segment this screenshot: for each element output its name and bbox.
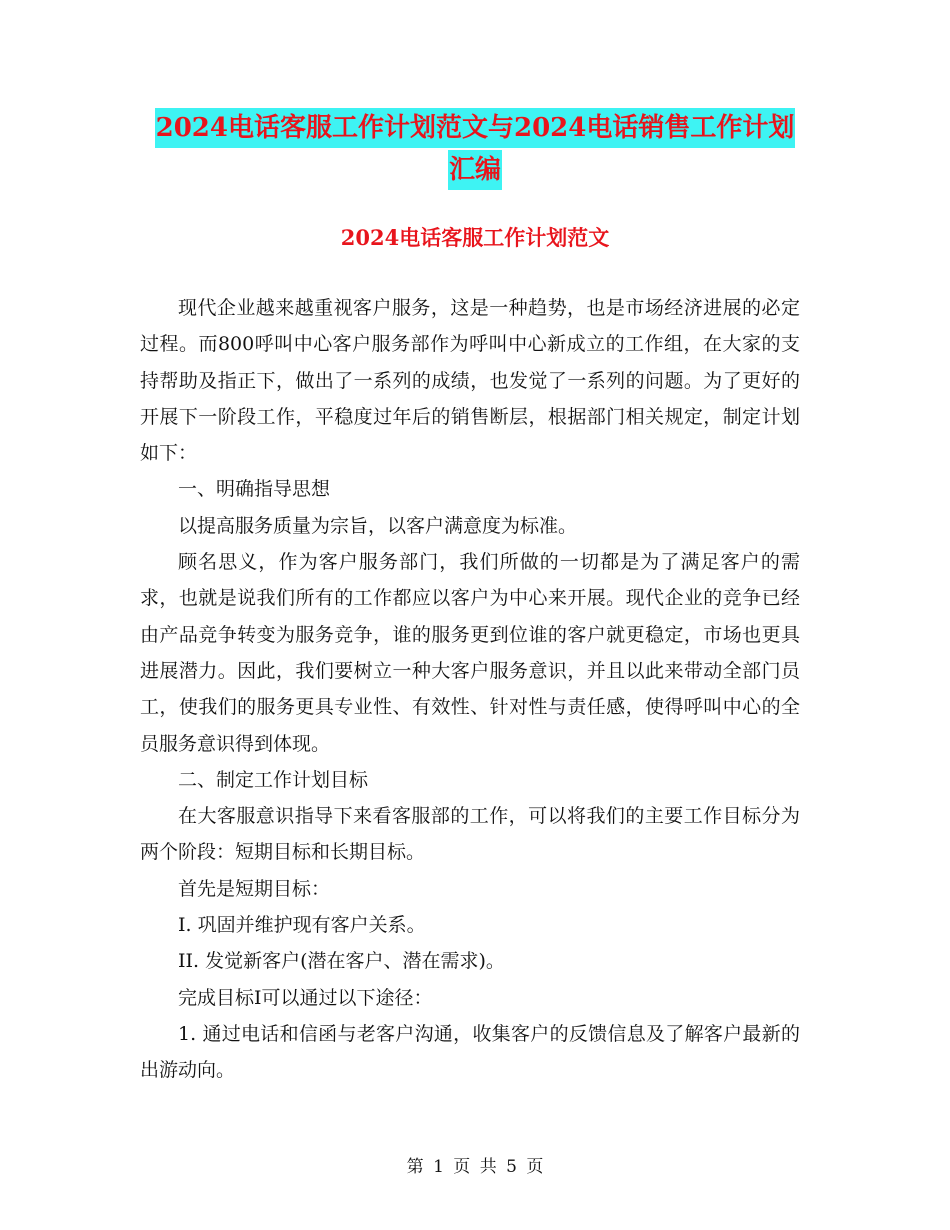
list-item-way-1: 1. 通过电话和信函与老客户沟通，收集客户的反馈信息及了解客户最新的出游动向。 [140,1022,800,1082]
document-body [140,290,800,1089]
document-title-line1-wrap [0,108,950,148]
list-item-goal-1: I. 巩固并维护现有客户关系。 [178,914,426,937]
paragraph-short-term: 首先是短期目标： [178,877,331,900]
paragraph-goal-1-ways: 完成目标I可以通过以下途径： [178,986,433,1009]
paragraph-purpose: 以提高服务质量为宗旨，以客户满意度为标准。 [178,514,578,537]
document-title-line2: 汇编 [448,150,502,190]
heading-guiding-ideology: 一、明确指导思想 [178,478,331,501]
document-title-line2-wrap [0,150,950,190]
heading-work-goals: 二、制定工作计划目标 [178,768,369,791]
paragraph-intro: 现代企业越来越重视客户服务，这是一种趋势，也是市场经济进展的必定过程。而800呼叫中心客户服务部作为呼叫中心新成立的工作组，在大家的支持帮助及指正下，做出了一系列的成绩，也发觉了一系列的问题。为了更好的开展下一阶段工作，平稳度过年后的销售断层，根据部门相关规定，制定计划如下： [140,297,800,465]
list-item-goal-2: II. 发觉新客户(潜在客户、潜在需求)。 [178,950,505,973]
document-title-line1: 2024电话客服工作计划范文与2024电话销售工作计划 [155,108,796,148]
paragraph-goal-stages: 在大客服意识指导下来看客服部的工作，可以将我们的主要工作目标分为两个阶段：短期目标和长期目标。 [140,805,800,864]
paragraph-customer-service: 顾名思义，作为客户服务部门，我们所做的一切都是为了满足客户的需求，也就是说我们所有的工作都应以客户为中心来开展。现代企业的竞争已经由产品竞争转变为服务竞争，谁的服务更到位谁的客户就更稳定，市场也更具进展潜力。因此，我们要树立一种大客户服务意识，并且以此来带动全部门员工，使我们的服务更具专业性、有效性、针对性与责任感，使得呼叫中心的全员服务意识得到体现。 [140,551,800,755]
section-heading: 2024电话客服工作计划范文 [340,225,610,250]
page-footer: 第 1 页 共 5 页 [406,1157,544,1177]
